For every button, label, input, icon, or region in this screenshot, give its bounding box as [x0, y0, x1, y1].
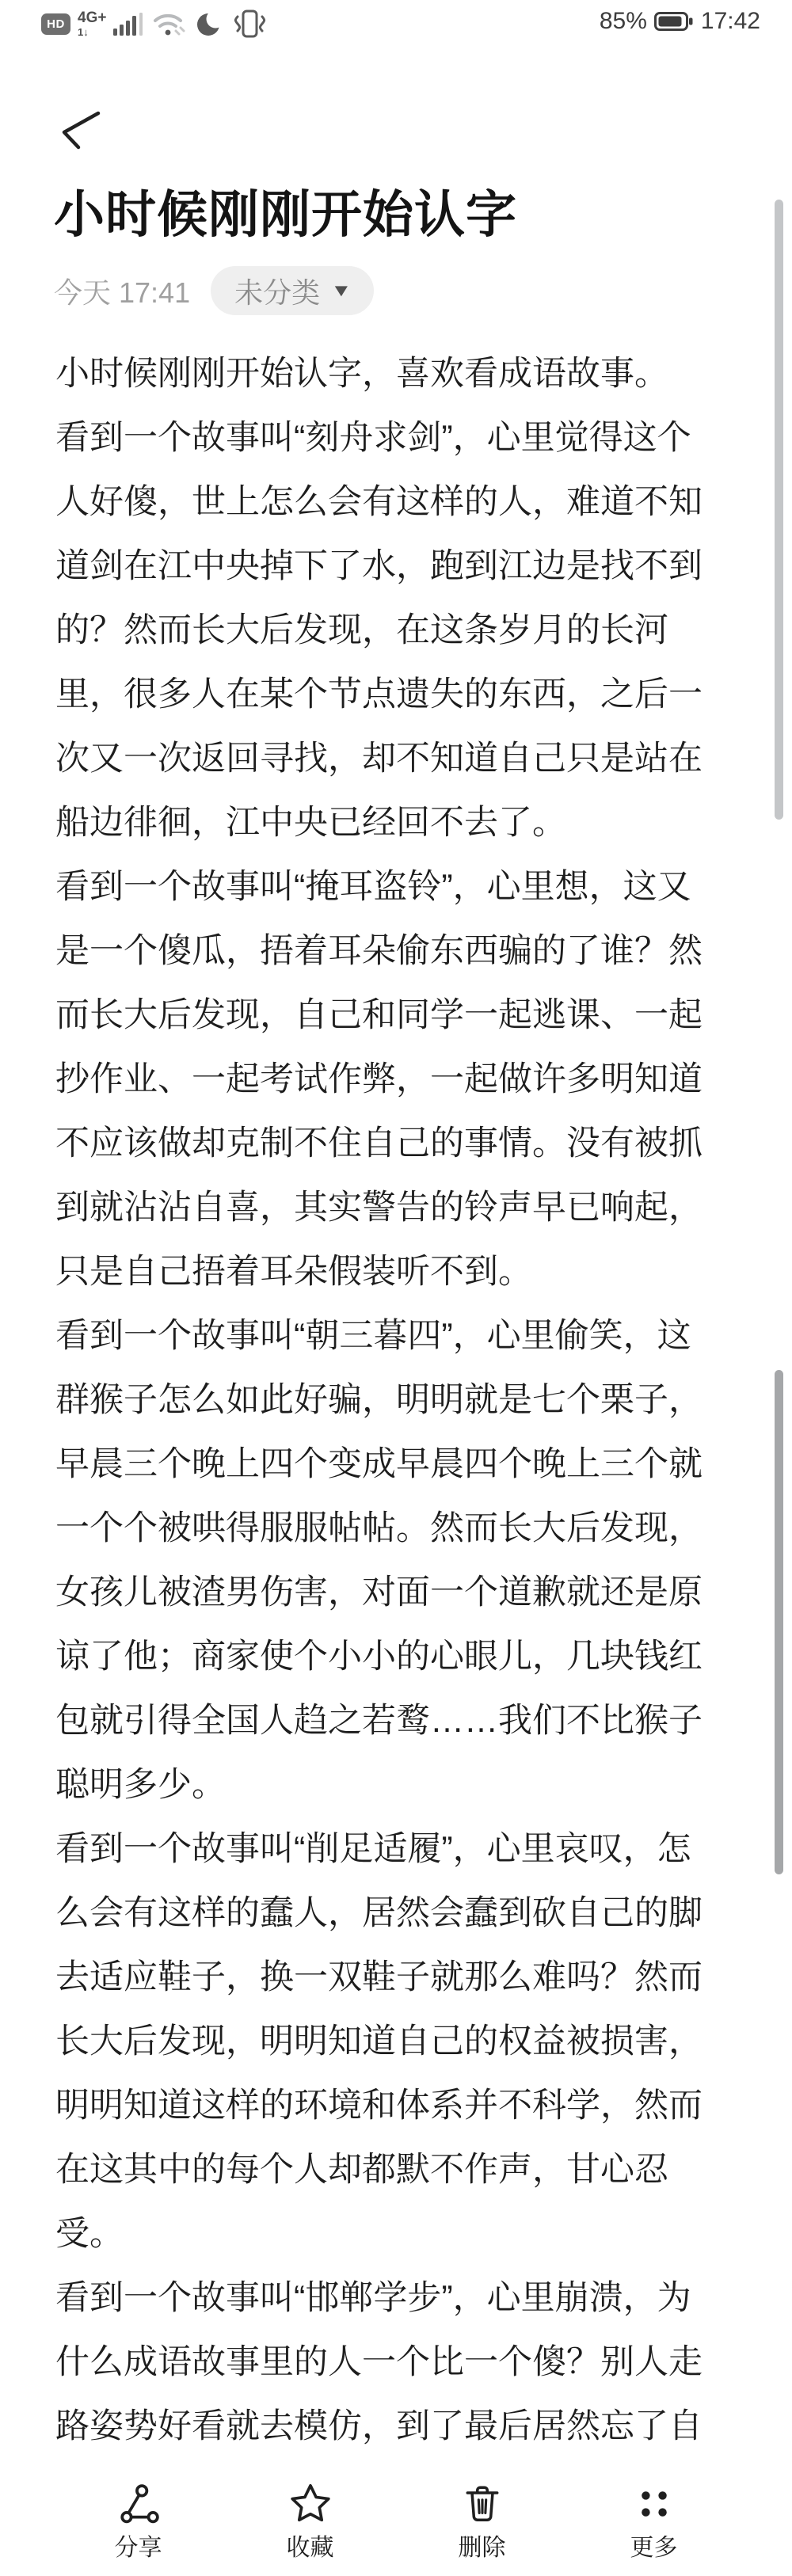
note-line: 女孩儿被渣男伤害，对面一个道歉就还是原 — [55, 1573, 703, 1611]
note-line: 早晨三个晚上四个变成早晨四个晚上三个就 — [55, 1445, 703, 1483]
note-line: 看到一个故事叫“邯郸学步”，心里崩溃，为 — [55, 2279, 691, 2317]
more-label: 更多 — [630, 2535, 678, 2561]
delete-button[interactable] — [396, 2481, 568, 2560]
note-title[interactable]: 小时候刚刚开始认字 — [54, 186, 517, 243]
do-not-disturb-moon-icon — [194, 9, 224, 39]
sim-indicator-label: 1↓ — [78, 26, 89, 38]
note-line: 抄作业、一起考试作弊，一起做许多明知道 — [55, 1060, 703, 1098]
note-line: 看到一个故事叫“削足适履”，心里哀叹，怎 — [55, 1830, 691, 1868]
note-line: 受。 — [55, 2215, 124, 2253]
note-line: 而长大后发现，自己和同学一起逃课、一起 — [55, 996, 703, 1034]
note-line: 谅了他；商家使个小小的心眼儿，几块钱红 — [55, 1638, 703, 1676]
category-dropdown[interactable] — [211, 266, 374, 315]
battery-percent-label: 85% — [599, 8, 647, 34]
note-timestamp: 今天 17:41 — [54, 276, 191, 309]
chevron-down-icon: ▼ — [330, 280, 352, 300]
note-line: 道剑在江中央掉下了水，跑到江边是找不到 — [55, 547, 703, 585]
note-line: 在这其中的每个人却都默不作声，甘心忍 — [55, 2151, 668, 2189]
note-line: 只是自己捂着耳朵假装听不到。 — [55, 1253, 532, 1291]
category-label: 未分类 — [234, 276, 321, 309]
note-meta-row — [54, 266, 374, 315]
signal-strength-icon — [113, 11, 145, 36]
back-button[interactable] — [52, 106, 105, 150]
note-line: 船边徘徊，江中央已经回不去了。 — [55, 804, 566, 842]
note-line: 的？然而长大后发现，在这条岁月的长河 — [55, 611, 668, 649]
note-line: 到就沾沾自喜，其实警告的铃声早已响起， — [55, 1189, 703, 1227]
battery-icon — [654, 10, 694, 32]
note-line: 一个个被哄得服服帖帖。然而长大后发现， — [55, 1509, 703, 1547]
share-button[interactable] — [52, 2481, 224, 2560]
status-left-cluster — [41, 8, 268, 40]
share-label: 分享 — [114, 2535, 162, 2561]
status-bar — [0, 0, 792, 41]
network-type-label: 4G+ — [78, 10, 107, 26]
status-right-cluster — [600, 8, 760, 35]
note-line: 小时候刚刚开始认字，喜欢看成语故事。 — [55, 355, 668, 393]
more-button[interactable] — [568, 2481, 740, 2560]
delete-label: 删除 — [458, 2535, 506, 2561]
note-line: 是一个傻瓜，捂着耳朵偷东西骗的了谁？然 — [55, 932, 703, 970]
vibrate-icon — [231, 8, 268, 40]
note-line: 看到一个故事叫“掩耳盗铃”，心里想，这又 — [55, 868, 691, 906]
share-icon — [117, 2481, 160, 2527]
clock-label: 17:42 — [700, 8, 760, 34]
note-line: 包就引得全国人趋之若鹜……我们不比猴子 — [55, 1702, 703, 1740]
network-indicator — [78, 10, 106, 37]
note-line: 长大后发现，明明知道自己的权益被损害， — [55, 2022, 703, 2060]
note-line: 什么成语故事里的人一个比一个傻？别人走 — [55, 2343, 703, 2381]
scrollbar-thumb-upper[interactable] — [775, 200, 783, 820]
note-line: 看到一个故事叫“刻舟求剑”，心里觉得这个 — [55, 419, 691, 457]
note-line: 明明知道这样的环境和体系并不科学，然而 — [55, 2087, 703, 2125]
note-line: 么会有这样的蠢人，居然会蠢到砍自己的脚 — [55, 1894, 703, 1932]
hd-icon: HD — [41, 13, 70, 35]
trash-icon — [461, 2481, 504, 2527]
scrollbar-thumb-lower[interactable] — [775, 1370, 783, 1874]
wifi-icon — [152, 10, 187, 37]
note-line: 群猴子怎么如此好骗，明明就是七个栗子， — [55, 1381, 703, 1419]
favorite-label: 收藏 — [286, 2535, 334, 2561]
star-icon — [288, 2481, 333, 2527]
note-line: 里，很多人在某个节点遗失的东西，之后一 — [55, 675, 703, 713]
note-line: 看到一个故事叫“朝三暮四”，心里偷笑，这 — [55, 1317, 691, 1355]
note-line: 去适应鞋子，换一双鞋子就那么难吗？然而 — [55, 1958, 703, 1996]
note-line: 次又一次返回寻找，却不知道自己只是站在 — [55, 740, 703, 778]
note-line: 路姿势好看就去模仿，到了最后居然忘了自 — [55, 2407, 703, 2445]
more-dots-icon — [634, 2481, 674, 2527]
note-line: 聪明多少。 — [55, 1766, 226, 1804]
note-content[interactable] — [55, 342, 751, 2459]
note-line: 人好傻，世上怎么会有这样的人，难道不知 — [55, 483, 703, 521]
bottom-toolbar — [0, 2465, 792, 2576]
note-line: 不应该做却克制不住自己的事情。没有被抓 — [55, 1124, 703, 1162]
favorite-button[interactable] — [224, 2481, 396, 2560]
